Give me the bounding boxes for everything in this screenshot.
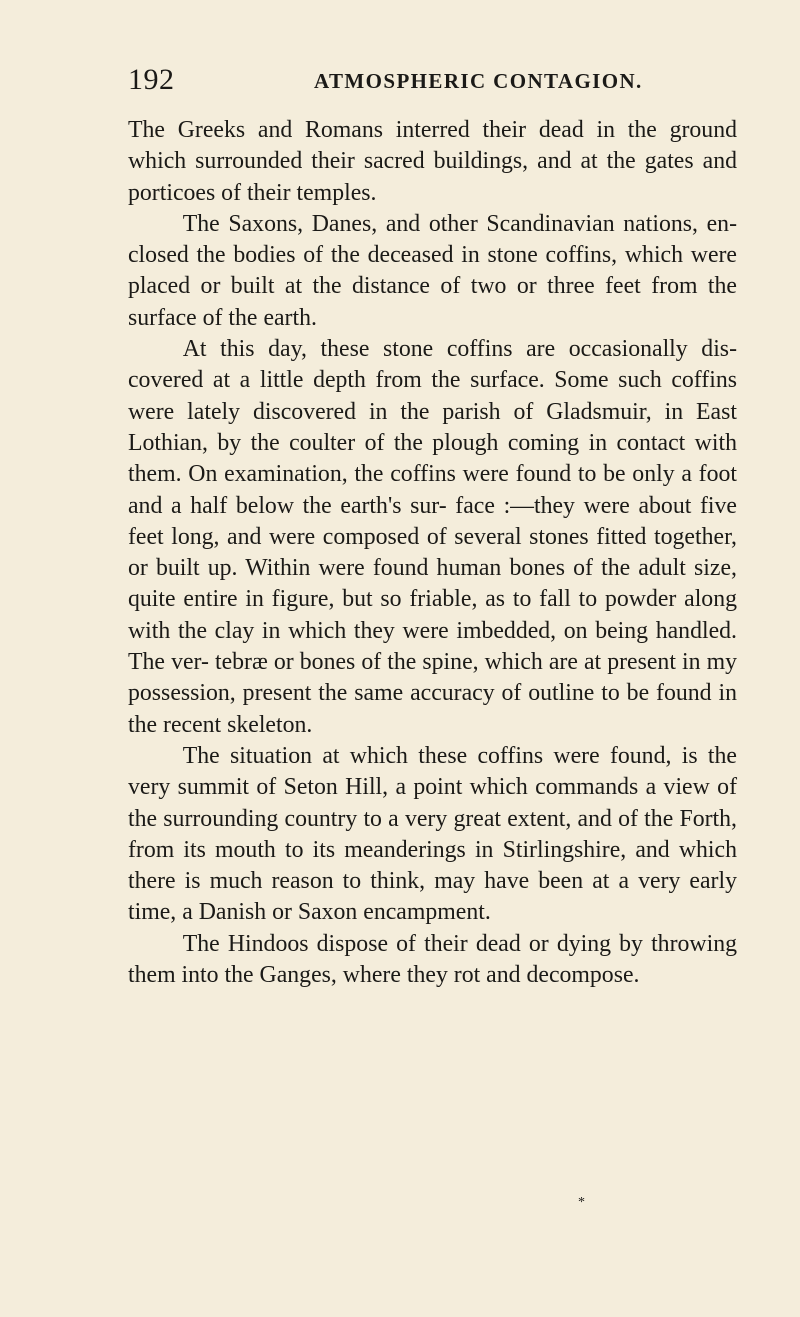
page-number: 192 (128, 63, 175, 96)
signature-mark: * (578, 1195, 585, 1210)
running-head (126, 60, 732, 100)
body-text (128, 115, 737, 991)
paragraph-scandinavian-burial: The Saxons, Danes, and other Scandinavian nations, en- closed the bodies of the deceased in stone coffins, which were placed or built at the distance of two or three feet from the surface of the earth. (128, 210, 737, 331)
running-title: ATMOSPHERIC CONTAGION. (314, 69, 643, 93)
paragraph-greeks-romans: The Greeks and Romans interred their dead in the ground which surrounded their sacred buildings, and at the gates and porticoes of their temples. (128, 117, 737, 206)
paragraph-seton-hill: The situation at which these coffins were found, is the very summit of Seton Hill, a point which commands a view of the surrounding country to a very great extent, and of the Forth, from its mouth to its meanderings in Stirlingshire, and which there is much reason to think, may have been at a very early time, a Danish or Saxon encampment. (128, 742, 737, 926)
paragraph-gladsmuir-coffins: At this day, these stone coffins are occasionally dis- covered at a little depth from the surface. Some such coffins were lately discovered in the parish of Gladsmuir, in East Lothian, by the coulter of the plough coming in contact with them. On examination, the coffins were found to be only a foot and a half below the earth's sur- face :—they were about five feet long, and were composed of several stones fitted together, or built up. Within were found human bones of the adult size, quite entire in figure, but so friable, as to fall to powder along with the clay in which they were imbedded, on being handled. The ver- tebræ or bones of the spine, which are at present in my possession, present the same accuracy of outline to be found in the recent skeleton. (128, 336, 737, 738)
paragraph-hindoos: The Hindoos dispose of their dead or dying by throwing them into the Ganges, where they rot and decompose. (128, 930, 737, 989)
